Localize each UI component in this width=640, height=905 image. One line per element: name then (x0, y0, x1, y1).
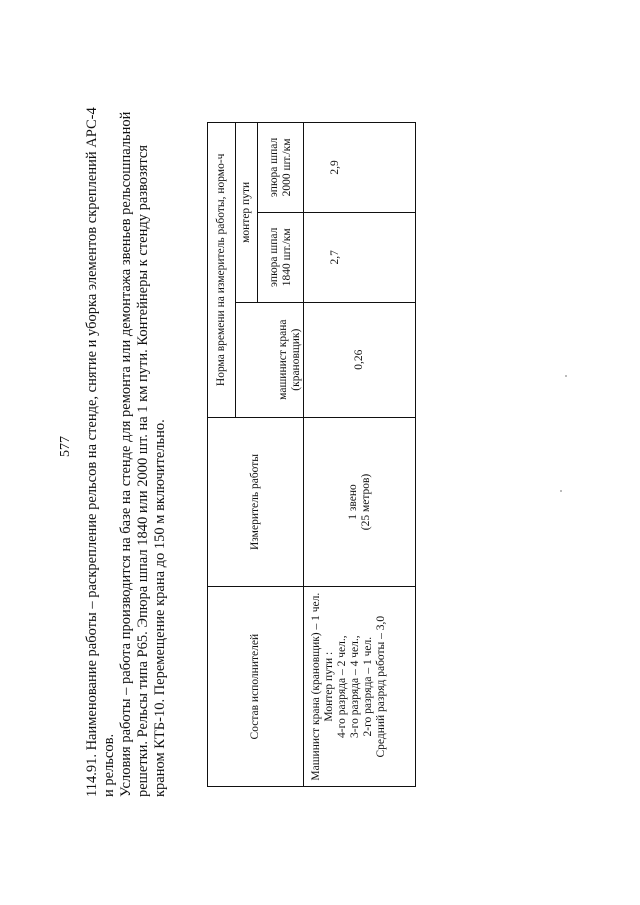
workers-cell (304, 587, 416, 787)
worker-line: Средний разряд работы – 3,0 (375, 615, 387, 758)
worker-line: 3-го разряда – 4 чел., (349, 635, 361, 738)
header-norm: Норма времени на измеритель работы, нормо-ч (208, 123, 236, 418)
work-title: 114.91. Наименование работы – раскрепление рельсов на стенде, снятие и уборка элементов скреплений АРС-4 и рельсов. (84, 107, 117, 797)
header-sleepers-1840: эпюра шпал 1840 шт./км (258, 212, 304, 302)
worker-line: 4-го разряда – 2 чел., (336, 635, 348, 738)
work-description (84, 107, 169, 797)
header-unit: Измеритель работы (208, 417, 304, 587)
worker-line: Монтер пути : (323, 651, 335, 722)
work-conditions: Условия работы – работа производится на базе на стенде для ремонта или демонтажа звеньев рельсошпальной решетки. Рельсы типа Р65. Эпюра шпал 1840 или 2000 шт. на 1 км пути. Контейнеры к стенду развозятся краном КТБ-10. Перемещение крана до 150 м включительно. (118, 111, 168, 797)
header-track-fitter: монтер пути (236, 123, 258, 303)
norm-table (207, 122, 416, 787)
unit-line: (25 метров) (359, 473, 372, 531)
header-sleepers-2000: эпюра шпал 2000 шт./км (258, 123, 304, 213)
header-crane-operator: машинист крана (крановщик) (236, 302, 304, 417)
unit-line: 1 звено (346, 484, 359, 520)
scan-speck (560, 490, 562, 492)
value-1840: 2,7 (304, 212, 416, 302)
value-crane: 0,26 (304, 302, 416, 417)
worker-line: 2-го разряда – 1 чел. (362, 636, 374, 737)
unit-cell (304, 417, 416, 587)
rotated-content (40, 52, 600, 852)
page-number: 577 (58, 436, 73, 457)
worker-line: Машинист крана (крановщик) – 1 чел. (310, 592, 322, 781)
header-workers: Состав исполнителей (208, 587, 304, 787)
value-2000: 2,9 (304, 123, 416, 213)
scan-speck (565, 375, 567, 377)
